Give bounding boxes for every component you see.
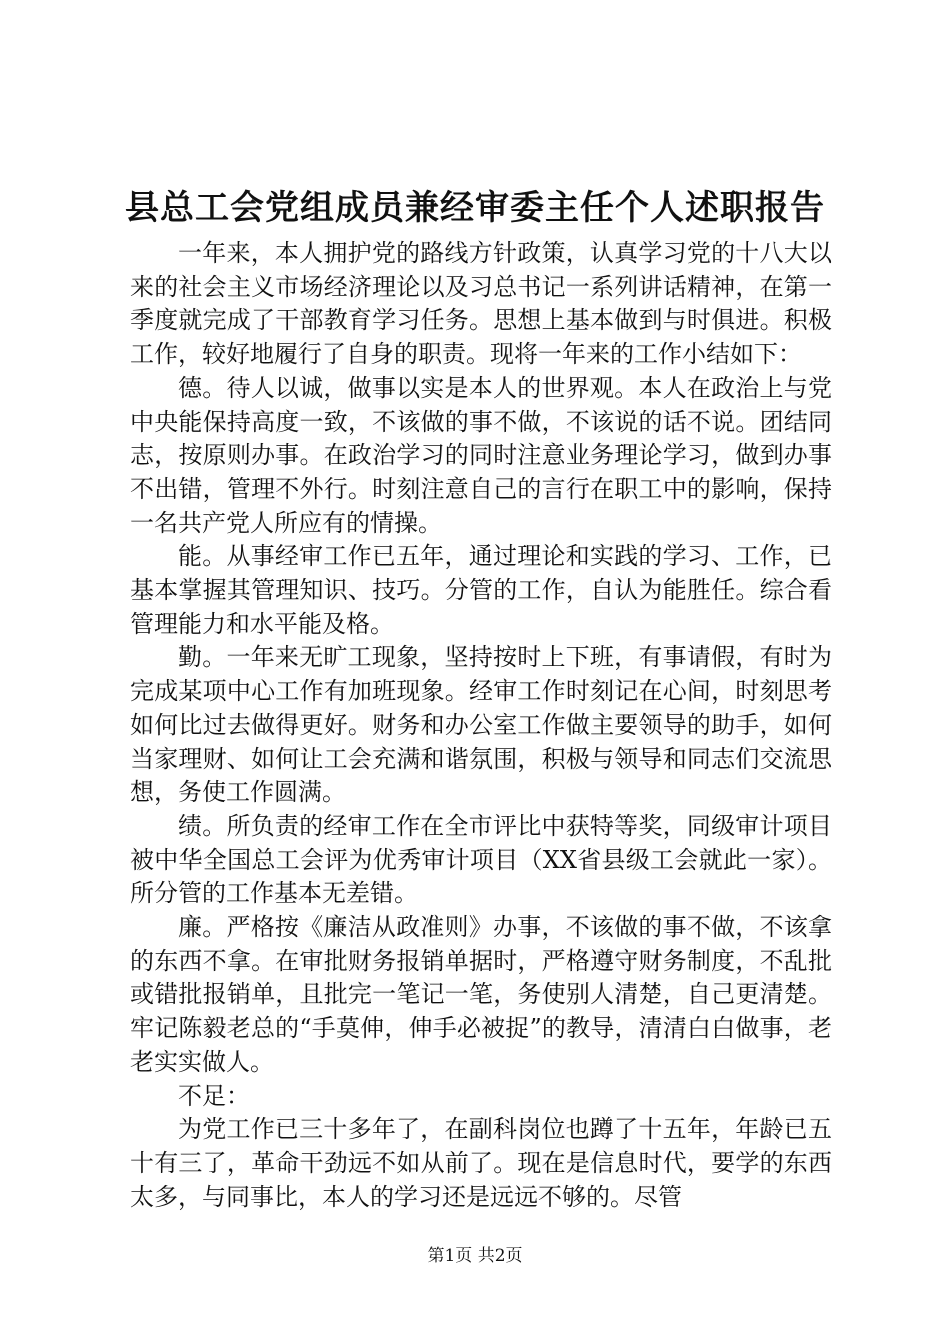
paragraph-buzu: 为党工作已三十多年了，在副科岗位也蹲了十五年，年龄已五十有三了，革命干劲远不如从前了。现在是信息时代，要学的东西太多，与同事比，本人的学习还是远远不够的。尽管 <box>130 1115 832 1211</box>
document-body <box>130 237 832 1214</box>
page-footer: 第1页 共2页 <box>427 1246 523 1266</box>
paragraph-de: 德。待人以诚，做事以实是本人的世界观。本人在政治上与党中央能保持高度一致，不该做的事不做，不该说的话不说。团结同志，按原则办事。在政治学习的同时注意业务理论学习，做到办事不出错，管理不外行。时刻注意自己的言行在职工中的影响，保持一名共产党人所应有的情操。 <box>130 373 832 537</box>
paragraph-ji: 绩。所负责的经审工作在全市评比中获特等奖，同级审计项目被中华全国总工会评为优秀审计项目（XX省县级工会就此一家）。所分管的工作基本无差错。 <box>130 811 832 908</box>
paragraph-buzu-heading: 不足： <box>178 1081 250 1110</box>
document-title: 县总工会党组成员兼经审委主任个人述职报告 <box>125 188 825 228</box>
paragraph-lian: 廉。严格按《廉洁从政准则》办事，不该做的事不做，不该拿的东西不拿。在审批财务报销单据时，严格遵守财务制度，不乱批或错批报销单，且批完一笔记一笔，务使别人清楚，自己更清楚。牢记陈毅老总的“手莫伸，伸手必被捉”的教导，清清白白做事，老老实实做人。 <box>130 913 832 1076</box>
paragraph-intro: 一年来，本人拥护党的路线方针政策，认真学习党的十八大以来的社会主义市场经济理论以及习总书记一系列讲话精神，在第一季度就完成了干部教育学习任务。思想上基本做到与时俱进。积极工作，较好地履行了自身的职责。现将一年来的工作小结如下： <box>130 239 832 369</box>
paragraph-neng: 能。从事经审工作已五年，通过理论和实践的学习、工作，已基本掌握其管理知识、技巧。分管的工作，自认为能胜任。综合看管理能力和水平能及格。 <box>130 542 832 638</box>
paragraph-qin: 勤。一年来无旷工现象，坚持按时上下班，有事请假，有时为完成某项中心工作有加班现象。经审工作时刻记在心间，时刻思考如何比过去做得更好。财务和办公室工作做主要领导的助手，如何当家理财、如何让工会充满和谐氛围，积极与领导和同志们交流思想，务使工作圆满。 <box>130 643 832 807</box>
